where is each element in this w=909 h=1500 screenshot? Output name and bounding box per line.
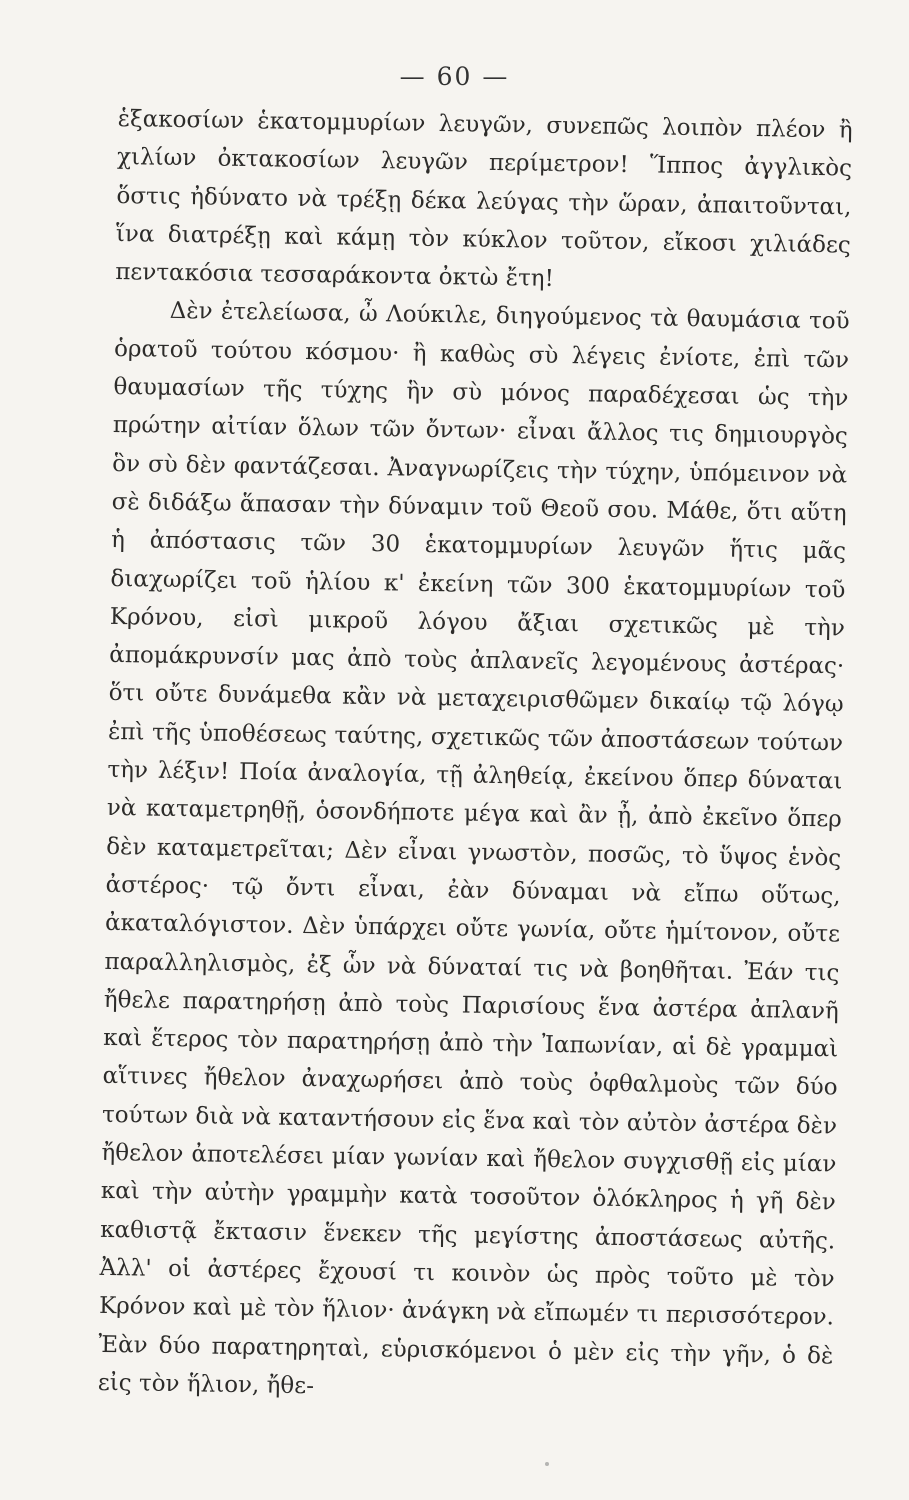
paragraph-1: ἑξακοσίων ἑκατομμυρίων λευγῶν, συνεπῶς λοιπὸν πλέον ἢ χιλίων ὀκτακοσίων λευγῶν περίμετρον! Ἵππος ἀγγλικὸς ὅστις ἠδύνατο νὰ τρέξῃ δέκα λεύγας τὴν ὥραν, ἀπαιτοῦνται, ἵνα διατρέξῃ καὶ κάμῃ τὸν κύκλον τοῦτον, εἴκοσι χιλιάδες πεντακόσια τεσσαράκοντα ὀκτὼ ἔτη! [115,105,853,293]
page-number: — 60 — [399,62,510,91]
body-text [98,100,853,1413]
paragraph-2: Δὲν ἐτελείωσα, ὦ Λούκιλε, διηγούμενος τὰ θαυμάσια τοῦ ὁρατοῦ τούτου κόσμου· ἢ καθὼς σὺ λέγεις ἐνίοτε, ἐπὶ τῶν θαυμασίων τῆς τύχης ἣν σὺ μόνος παραδέχεσαι ὡς τὴν πρώτην αἰτίαν ὅλων τῶν ὄντων· εἶναι ἄλλος τις δημιουργὸς ὃν σὺ δὲν φαντάζεσαι. Ἀναγνωρίζεις τὴν τύχην, ὑπόμεινον νὰ σὲ διδάξω ἅπασαν τὴν δύναμιν τοῦ Θεοῦ σου. Μάθε, ὅτι αὕτη ἡ ἀπόστασις τῶν 30 ἑκατομμυρίων λευγῶν ἥτις μᾶς διαχωρίζει τοῦ ἡλίου κ' ἐκείνη τῶν 300 ἑκατομμυρίων τοῦ Κρόνου, εἰσὶ μικροῦ λόγου ἄξιαι σχετικῶς μὲ τὴν ἀπομάκρυνσίν μας ἀπὸ τοὺς ἀπλανεῖς λεγομένους ἀστέρας· ὅτι οὔτε δυνάμεθα κἂν νὰ μεταχειρισθῶμεν δικαίῳ τῷ λόγῳ ἐπὶ τῆς ὑποθέσεως ταύτης, σχετικῶς τῶν ἀποστάσεων τούτων τὴν λέξιν! Ποία ἀναλογία, τῇ ἀληθείᾳ, ἐκείνου ὅπερ δύναται νὰ καταμετρηθῇ, ὁσονδήποτε μέγα καὶ ἂν ᾖ, ἀπὸ ἐκεῖνο ὅπερ δὲν καταμετρεῖται; Δὲν εἶναι γνωστὸν, ποσῶς, τὸ ὕψος ἑνὸς ἀστέρος· τῷ ὄντι εἶναι, ἐὰν δύναμαι νὰ εἴπω οὕτως, ἀκαταλόγιστον. Δὲν ὑπάρχει οὔτε γωνία, οὔτε ἡμίτονον, οὔτε παραλληλισμὸς, ἐξ ὧν νὰ δύναταί τις νὰ βοηθῆται. Ἐάν τις ἤθελε παρατηρήσῃ ἀπὸ τοὺς Παρισίους ἕνα ἀστέρα ἀπλανῆ καὶ ἕτερος τὸν παρατηρήσῃ ἀπὸ τὴν Ἰαπωνίαν, αἱ δὲ γραμμαὶ αἵτινες ἤθελον ἀναχωρήσει ἀπὸ τοὺς ὀφθαλμοὺς τῶν δύο τούτων διὰ νὰ καταντήσουν εἰς ἕνα καὶ τὸν αὐτὸν ἀστέρα δὲν ἤθελον ἀποτελέσει μίαν γωνίαν καὶ ἤθελον συγχισθῇ εἰς μίαν καὶ τὴν αὐτὴν γραμμὴν κατὰ τοσοῦτον ὁλόκληρος ἡ γῆ δὲν καθιστᾷ ἔκτασιν ἕνεκεν τῆς μεγίστης ἀποστάσεως αὐτῆς. Ἀλλ' οἱ ἀστέρες ἔχουσί τι κοινὸν ὡς πρὸς τοῦτο μὲ τὸν Κρόνον καὶ μὲ τὸν ἥλιον· ἀνάγκη νὰ εἴπωμέν τι περισσότερον. Ἐὰν δύο παρατηρηταὶ, εὑρισκόμενοι ὁ μὲν εἰς τὴν γῆν, ὁ δὲ εἰς τὸν ἥλιον, ἤθε- [97,298,850,1400]
paper-speck [545,1462,549,1466]
